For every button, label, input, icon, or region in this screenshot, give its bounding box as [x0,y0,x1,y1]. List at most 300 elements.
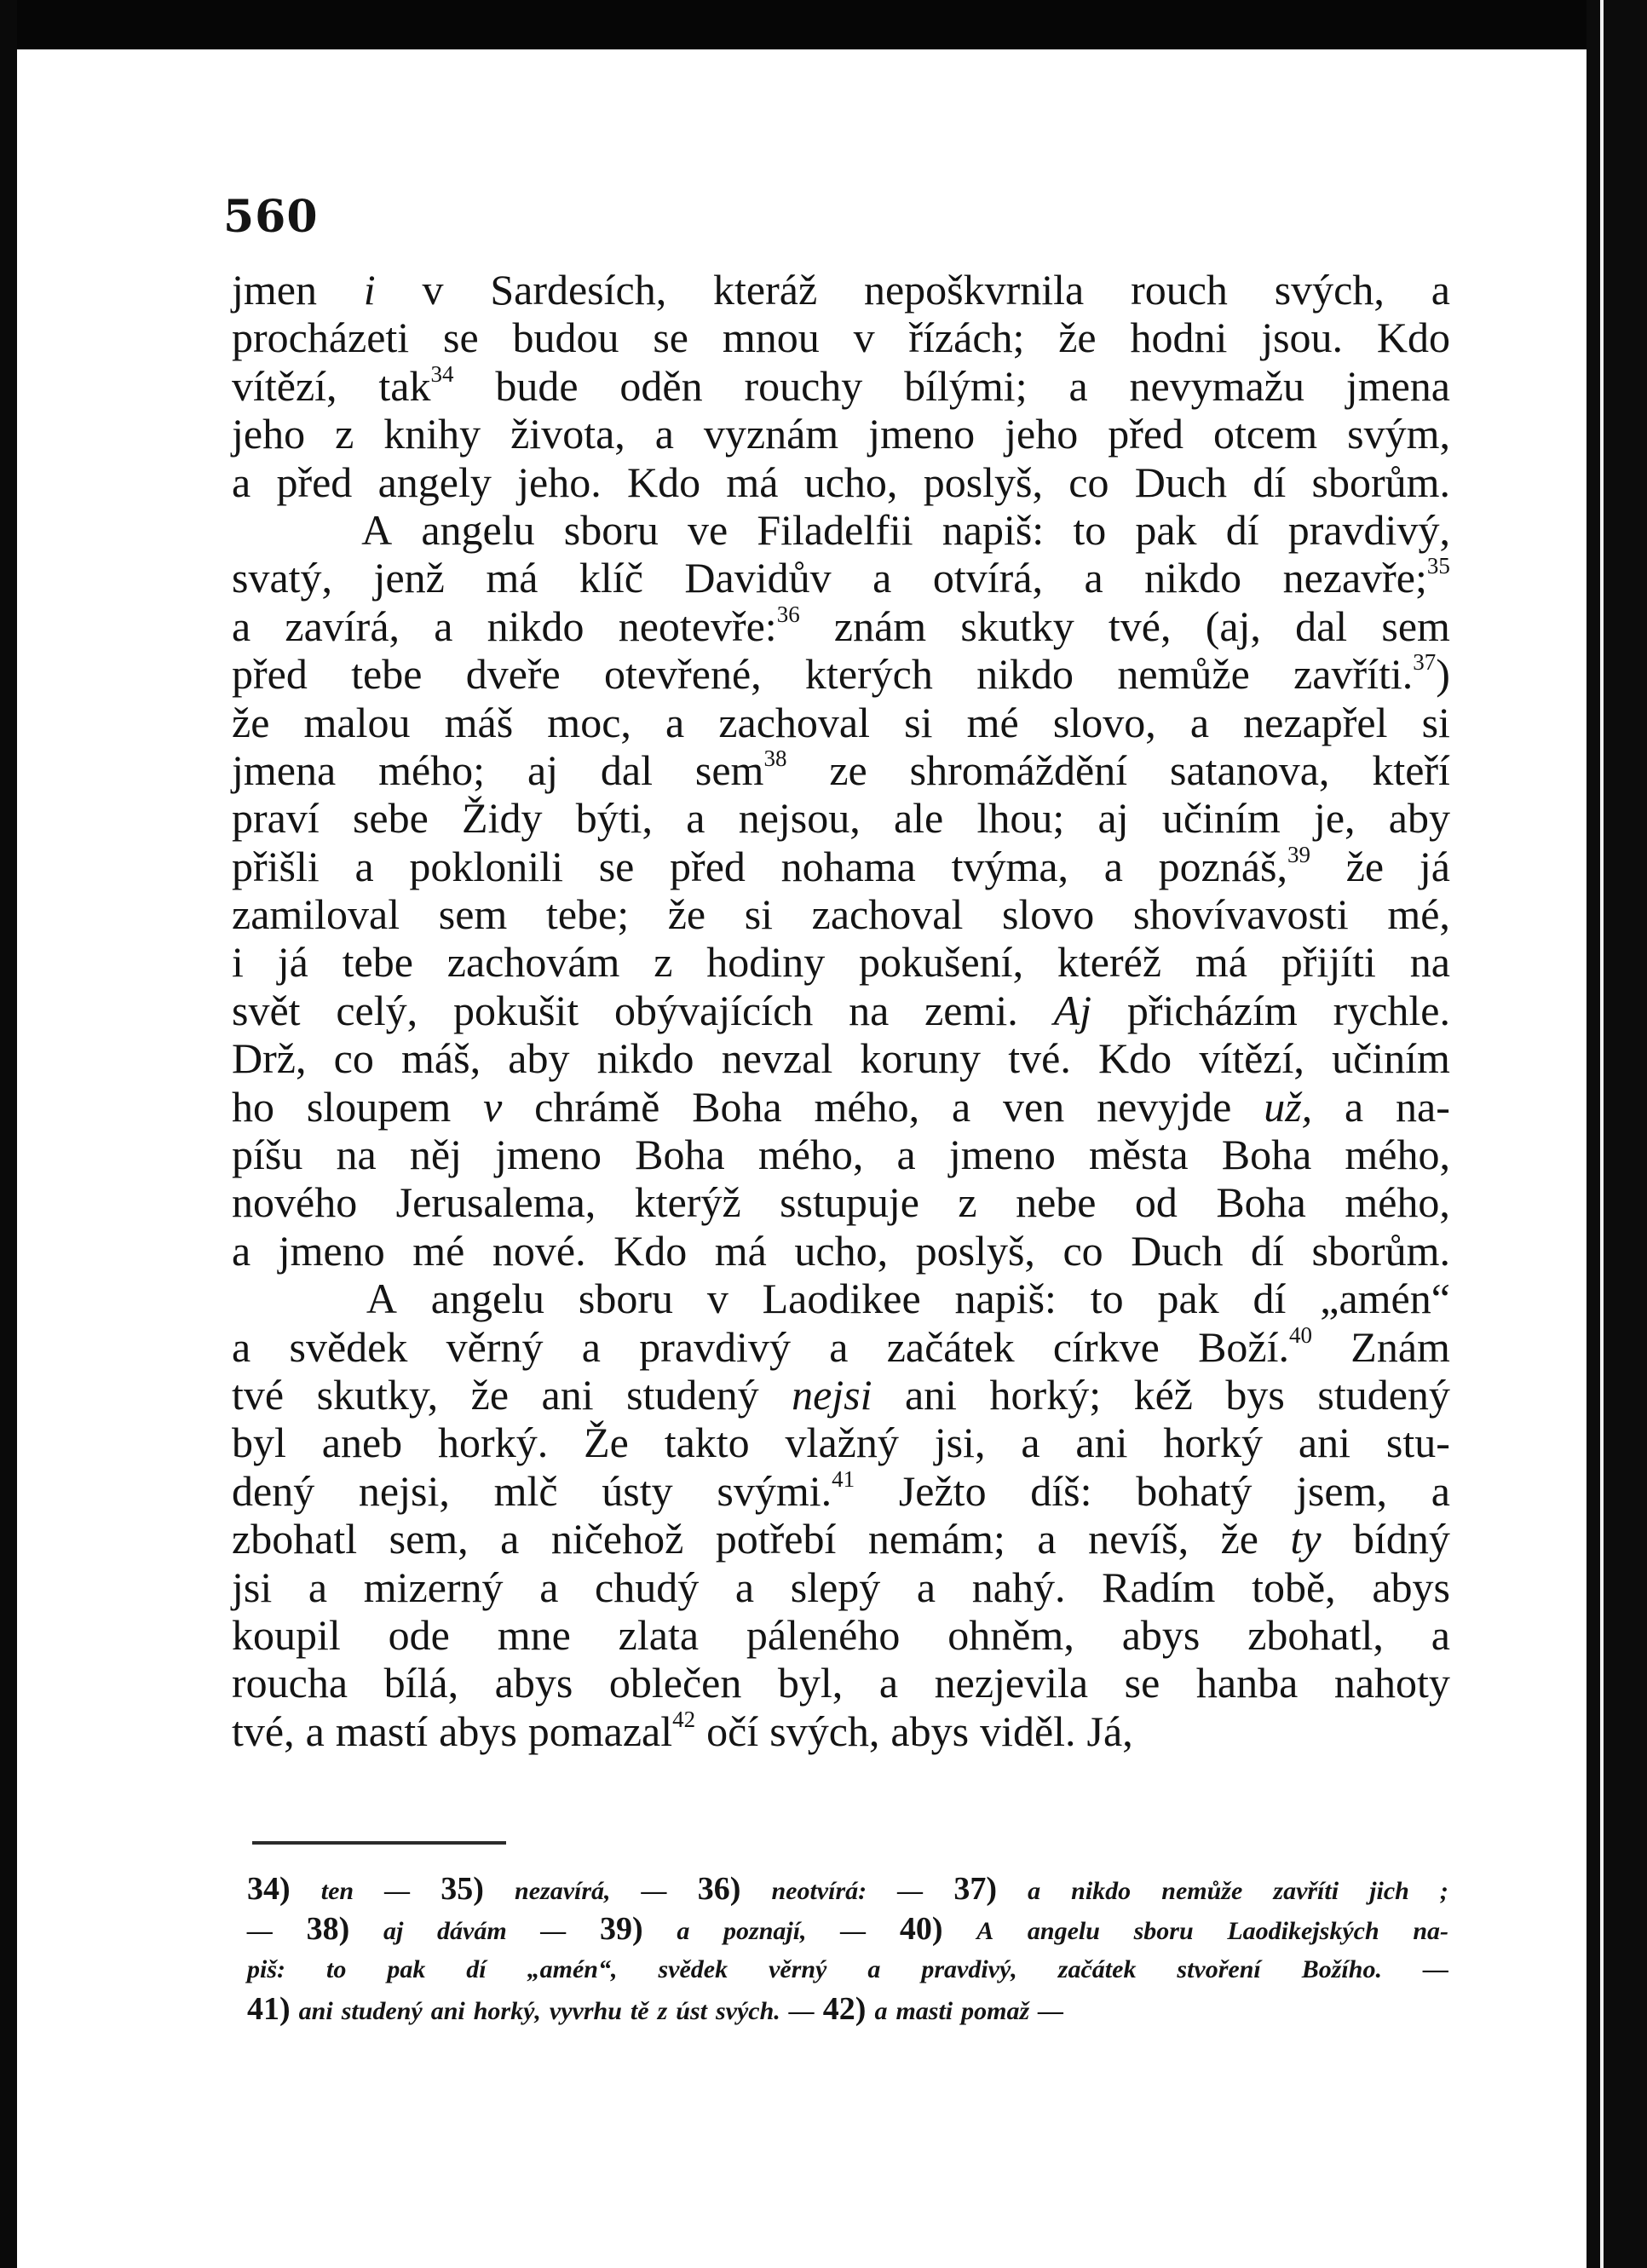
text-line [232,1323,1450,1371]
word-text: angelu [430,1275,545,1323]
word [1431,1467,1450,1515]
word [232,1083,274,1131]
word-text: svých. [715,1997,780,2025]
footnotes [247,1869,1448,2029]
word-text: a [1431,266,1450,314]
word-text: a [829,1322,849,1371]
word [462,794,542,842]
word-text: poslyš, [915,1226,1035,1275]
word-text: že [1058,314,1097,362]
word-text: co [333,1034,374,1083]
word [353,794,429,842]
word [232,938,244,986]
word-text: bílými; [904,361,1028,410]
word [279,1227,385,1275]
text-line [232,1659,1450,1707]
scan-border-right-line [1600,0,1604,2268]
word [576,794,653,842]
word [778,1659,843,1707]
word-text: a [1345,1082,1364,1131]
word-text: a [539,1563,559,1611]
word [1381,602,1450,650]
word [1302,1949,1382,1989]
word [528,1707,695,1755]
word-text: angelu [1027,1917,1100,1945]
word [1369,1871,1409,1911]
word-text: — [788,1997,815,2025]
word-text: a [1189,698,1210,746]
word [1198,1323,1312,1371]
word-text: ani [541,1370,594,1419]
word-text: angelu [421,505,535,554]
word-text: — [641,1877,667,1905]
word [676,1991,707,2031]
word [1293,650,1450,698]
word [1422,699,1450,746]
word-text: bys [1225,1370,1285,1419]
word-text: chrámě [534,1082,660,1131]
word-text: nejsou, [738,794,861,843]
word [322,1419,402,1466]
word [1387,890,1450,938]
word [1243,699,1387,746]
word [308,1563,327,1611]
word [874,1991,887,2031]
word [723,1911,807,1951]
word [232,1515,357,1563]
word-text: nikdo [976,650,1074,699]
word-text: budou [512,314,619,362]
word [954,1275,1056,1322]
text-line [232,843,1450,890]
word-text: (aj, [1205,602,1261,650]
word [336,987,418,1034]
word-text: znám [833,602,927,650]
word [1299,1419,1350,1466]
word [232,1467,314,1515]
word [495,1131,602,1178]
word [849,987,889,1034]
word [804,458,898,506]
word [490,266,666,314]
word [232,1178,357,1226]
word-text: máš [444,698,514,746]
word [935,1419,986,1466]
footnote-reference: 36 [776,601,800,627]
word [247,1949,285,1989]
word [1423,1949,1448,1989]
word [677,1911,689,1951]
word-text: a [500,1515,520,1563]
word-text: jeho [232,410,306,458]
word [1133,890,1349,938]
word [933,554,1043,602]
word [1088,1515,1189,1563]
word-text: si [904,698,933,746]
scan-border-left [0,0,17,2268]
word [704,410,838,458]
word-text: a [1084,554,1103,602]
word-text: ani [1075,1419,1128,1467]
word [887,1323,1015,1371]
word [792,1371,872,1419]
word-text: sem [438,890,508,939]
text-line [232,1034,1450,1082]
word [1135,458,1227,506]
word-text: to [325,1955,347,1983]
word-text: hanba [1195,1659,1299,1707]
text-line [232,650,1450,698]
word [1275,266,1385,314]
word [1353,1515,1450,1563]
word [1190,699,1209,746]
word-text: poslyš, [923,458,1043,506]
word [582,1323,601,1371]
word-text: jeho. [517,458,602,506]
word [860,1034,981,1082]
word-text: tvé [232,1370,285,1419]
word-text: nemám; [867,1515,1005,1563]
word-text: masti [895,1997,953,2025]
word [670,843,746,890]
word-text: mlč [493,1466,558,1515]
word-text: horký, [473,1997,541,2025]
word-text: nikdo [487,602,585,650]
word-text: ho [232,1082,274,1131]
word-text: kéž [1133,1370,1193,1419]
word-text: v [422,266,444,314]
word [614,987,813,1034]
word-text: i [363,266,376,314]
word-text: svých, [1274,266,1385,314]
word [278,938,308,986]
word [897,1871,923,1911]
word-text: města [1088,1131,1189,1179]
word-text: vítězí, [232,361,337,410]
word [494,1467,558,1515]
word [232,746,336,794]
word [1345,1178,1450,1226]
word [1002,890,1094,938]
word-text: před [276,458,353,506]
word-text: Ježto [898,1466,987,1515]
footnote-line [247,1989,1448,2029]
word-text: ohněm, [947,1610,1074,1659]
word-text: aneb [321,1419,403,1467]
word [604,650,762,698]
word-text: neotvírá: [771,1877,867,1905]
word-text: tobě, [1252,1563,1336,1611]
word-text: Kdo [613,1226,688,1275]
word-text: máš, [401,1034,481,1083]
word-text: jmeno [278,1226,385,1275]
word-text: a [232,1322,251,1371]
word [717,1467,855,1515]
word [1295,602,1347,650]
word [686,794,705,842]
word-text: pravdivý, [1287,505,1450,554]
word [684,554,831,602]
word [1170,746,1329,794]
word-text: nezavře; [1282,554,1427,602]
word-text: abys [890,1707,970,1755]
word [364,266,376,314]
word [378,458,492,506]
word-text: bohatý [1136,1466,1253,1515]
word [601,746,653,794]
word [921,1949,1016,1989]
word [904,362,1027,410]
word [1247,1611,1384,1659]
word-text: abys [439,1707,517,1755]
word-text: se [1124,1659,1160,1707]
word [916,1227,1035,1275]
word-text: otevřené, [604,650,762,699]
word [1251,1227,1284,1275]
word [972,1563,1066,1611]
word-text: z [657,1997,668,2025]
word [447,938,620,986]
word [872,554,891,602]
word [746,1611,900,1659]
word [364,1563,504,1611]
word-text: pomazal [527,1707,673,1755]
word [513,314,619,361]
word [527,1949,618,1989]
word-text: něj [409,1131,462,1179]
word [247,1911,273,1951]
word-text: a [874,1997,888,2025]
word [692,1083,782,1131]
word-text: věrný [769,1955,827,1983]
word [1345,1131,1450,1178]
word [564,506,659,554]
word-text: jmena [232,745,337,794]
word-text: dveře [465,650,561,699]
word [1016,1178,1096,1226]
word-text: mého, [757,1131,864,1179]
word [232,1563,272,1611]
word-text: „amén“ [1320,1275,1450,1323]
word [1206,602,1261,650]
word-text: a [1431,1610,1450,1659]
word [1062,1227,1103,1275]
word [401,1034,481,1082]
word [739,794,861,842]
word-text: a [867,1955,881,1983]
word-text: Židy [462,794,543,843]
word-text: aj [1097,794,1129,843]
word-text: studený [626,1370,759,1419]
word-text: a [896,1131,916,1179]
footnote-number: 36) [697,1871,741,1907]
word [276,458,352,506]
word-text: jsi, [934,1419,986,1467]
footnote-number: 42) [822,1991,867,2027]
word-text: ani [298,1997,333,2025]
word [1159,843,1310,890]
word-text: a [1021,1419,1040,1467]
word-text: — [1038,1997,1064,2025]
word [232,1131,302,1178]
word-text: sboru [578,1275,673,1323]
word-text: horký. [438,1419,549,1467]
word-text: Laodikejských [1227,1917,1379,1945]
word [1334,1659,1450,1707]
word-text: nejsi [792,1370,872,1419]
word-text: věrný [446,1322,544,1371]
word-text: svědek [289,1322,408,1371]
word [1314,794,1356,842]
word [383,410,481,458]
word [445,699,514,746]
word-text: rychle. [1333,986,1450,1034]
word-text: vlažný [785,1419,899,1467]
text-line [232,458,1450,506]
word [1008,1034,1071,1082]
word [355,843,374,890]
word [1068,362,1087,410]
word [908,314,1024,361]
word-text: tě [630,1997,649,2025]
word-text: sloupem [306,1082,452,1131]
word [1225,1371,1284,1419]
word [1377,314,1450,361]
word-text: nahý. [971,1563,1066,1611]
word [707,1275,728,1322]
word-text: sborům. [1311,1226,1450,1275]
word-text: a [878,1659,899,1707]
word [635,1178,741,1226]
word [551,1515,683,1563]
word-text: mé [412,1226,465,1275]
word-text: shovívavosti [1132,890,1349,939]
word [980,1707,1075,1755]
word [1420,843,1450,890]
word [1252,1563,1336,1611]
word [654,938,672,986]
word-text: a [734,1563,755,1611]
word-text: tvé, [232,1707,295,1755]
word [658,1949,728,1989]
text-line [232,1707,1450,1755]
word [718,699,870,746]
word-text: a [305,1707,325,1755]
word [952,1083,970,1131]
word [715,1227,767,1275]
word-text: ani [430,1997,465,2025]
word [1350,1323,1450,1371]
word-text: na [1409,938,1450,987]
word-text: Radím [1102,1563,1216,1611]
word [387,1949,425,1989]
word-text: tvé, [1108,602,1172,650]
footnote-reference: 42 [672,1706,696,1732]
word [446,1323,544,1371]
word-text: roucha [232,1659,348,1707]
word-text: Boha [692,1082,782,1131]
word [307,1083,451,1131]
word-text: píšu [232,1131,303,1179]
word-text: jsou. [1261,314,1344,362]
word [609,1659,741,1707]
word [1261,314,1343,361]
footnote-reference: 37 [1413,649,1437,676]
word-text: chudý [595,1563,700,1611]
word-text: dí [1251,1226,1284,1275]
word-text: v [483,1082,503,1131]
word-text: díš: [1030,1466,1092,1515]
word-text: pak [1135,505,1197,554]
word-text: dí [1253,458,1287,506]
footnote-reference: 41 [832,1465,855,1492]
word-text: mého, [814,1082,920,1131]
word [695,746,787,794]
word [384,1871,410,1911]
word-text: abys [1121,1610,1201,1659]
word [1073,506,1106,554]
word [781,843,916,890]
word [492,1227,586,1275]
word [723,314,820,361]
word [495,1659,573,1707]
word-text: sborům. [1311,458,1450,506]
word-text: mého, [1345,1131,1450,1179]
word [924,458,1043,506]
word-text: lhou; [976,794,1065,843]
word-text: a [434,602,453,650]
word [1087,1707,1133,1755]
word-text: nejsi, [358,1466,450,1515]
word [439,1707,517,1755]
word [967,699,1019,746]
word [232,314,409,361]
word [1163,1419,1263,1466]
text-line [232,554,1450,602]
word [1288,506,1450,554]
word-text: svět [232,986,301,1034]
word-text: začátek [886,1322,1015,1371]
word [471,1371,509,1419]
word-text: slepý [790,1563,881,1611]
word [232,1034,306,1082]
word [232,650,308,698]
word [232,1707,295,1755]
word-text: Filadelfii [757,505,913,554]
footnote-number: 39) [600,1911,643,1947]
word [894,794,943,842]
word [232,987,301,1034]
word [510,410,625,458]
word [487,602,585,650]
word-text: a [1103,842,1123,890]
word [423,266,444,314]
word-text: kterých [804,650,933,699]
word [655,410,674,458]
word-text: sboru [563,505,659,554]
word [343,938,413,986]
word-text: oblečen [608,1659,742,1707]
word-text: kterýž [634,1178,741,1227]
word [1098,794,1129,842]
word-text: celý, [336,986,418,1034]
word-text: nevzal [721,1034,833,1083]
footnote-number: 40) [899,1911,943,1947]
word-text: viděl. [980,1707,1076,1755]
word [599,843,635,890]
word [665,1419,750,1466]
word [579,554,643,602]
